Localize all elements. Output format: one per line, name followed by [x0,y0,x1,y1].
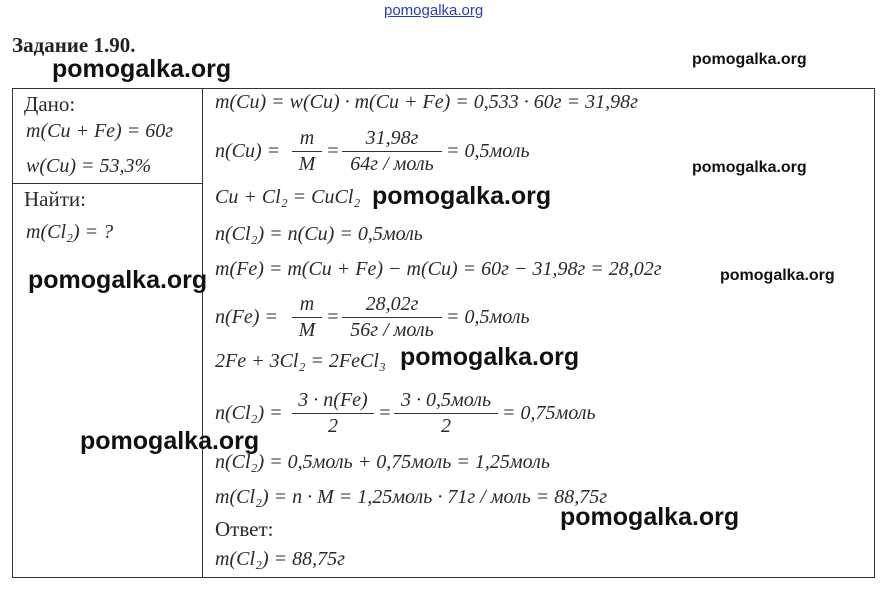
fraction3-a-numerator: 3 · n(Fe) [292,389,374,414]
fraction1-lhs: n(Cu) = [215,140,281,162]
watermark: pomogalka.org [560,503,740,531]
fraction3-b [394,389,498,438]
fraction1-b-denominator: 64г / моль [350,153,434,175]
watermark: pomogalka.org [80,427,260,455]
fraction2-b-denominator: 56г / моль [350,319,434,341]
task-title: Задание 1.90. [12,33,136,57]
solution-line-mass-fe: m(Fe) = m(Cu + Fe) − m(Cu) = 60г − 31,98г = 28,02г [215,258,662,280]
solution-line-reaction-fe: 2Fe + 3Cl₂ = 2FeCl₃ [215,350,386,372]
watermark: pomogalka.org [720,267,835,284]
fraction2-lhs: n(Fe) = [215,306,278,328]
find-mass-chlorine: m(Cl₂) = ? [26,221,114,243]
solution-line-total-n-cl2: n(Cl₂) = 0,5моль + 0,75моль = 1,25моль [215,451,550,473]
column-divider [202,88,203,578]
fraction2-rhs: = 0,5моль [446,306,530,328]
solution-line-mass-cl2: m(Cl₂) = n · M = 1,25моль · 71г / моль = 88,75г [215,486,608,508]
fraction2-a-numerator: m [292,293,322,318]
fraction1-rhs: = 0,5моль [446,140,530,162]
solution-line-mass-cu: m(Cu) = w(Cu) · m(Cu + Fe) = 0,533 · 60г = 31,98г [215,91,638,113]
fraction1-a [292,127,322,176]
fraction3-a-denominator: 2 [328,415,338,437]
fraction2-eq: = [326,306,340,328]
given-label: Дано: [24,92,76,116]
fraction1-b [342,127,442,176]
solution-line-n-cl2-from-cu: n(Cl₂) = n(Cu) = 0,5моль [215,223,423,245]
fraction1-b-numerator: 31,98г [342,127,442,152]
watermark: pomogalka.org [400,343,580,371]
fraction3-a [292,389,374,438]
watermark: pomogalka.org [692,159,807,176]
fraction1-a-numerator: m [292,127,322,152]
answer-label: Ответ: [215,517,274,541]
given-find-divider [12,183,203,184]
given-mass-mixture: m(Cu + Fe) = 60г [26,120,173,142]
fraction3-lhs: n(Cl₂) = [215,402,283,424]
fraction3-rhs: = 0,75моль [502,402,596,424]
fraction1-a-denominator: M [298,153,316,175]
watermark: pomogalka.org [692,51,807,68]
fraction3-b-numerator: 3 · 0,5моль [394,389,498,414]
answer-value: m(Cl₂) = 88,75г [215,548,345,570]
fraction2-b [342,293,442,342]
fraction2-b-numerator: 28,02г [342,293,442,318]
fraction3-b-denominator: 2 [441,415,451,437]
fraction3-eq: = [378,402,392,424]
fraction1-eq: = [326,140,340,162]
solution-line-reaction-cu: Cu + Cl₂ = CuCl₂ [215,186,361,208]
given-mass-fraction: w(Cu) = 53,3% [26,155,152,177]
find-label: Найти: [24,187,86,211]
fraction2-a-denominator: M [298,319,316,341]
site-link[interactable]: pomogalka.org [384,2,484,19]
watermark: pomogalka.org [28,266,208,294]
watermark: pomogalka.org [52,55,232,83]
fraction2-a [292,293,322,342]
watermark: pomogalka.org [372,182,552,210]
